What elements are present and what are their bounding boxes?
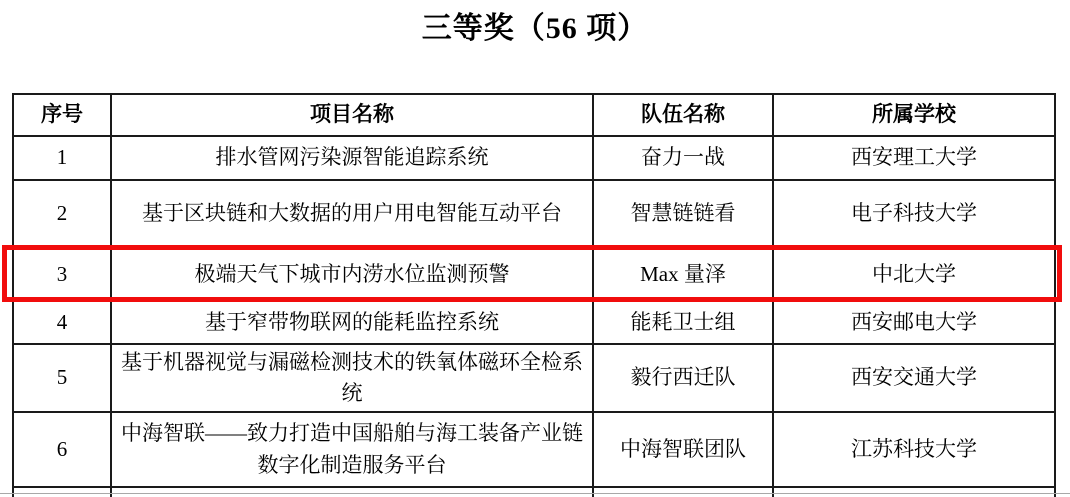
page-bottom-rule [0,493,1070,494]
cell-school: 西安交通大学 [773,344,1055,412]
cell-team: 中海智联团队 [593,412,773,487]
table-row [13,180,1055,248]
cell-project [111,487,593,497]
cell-project: 中海智联——致力打造中国船舶与海工装备产业链数字化制造服务平台 [111,412,593,487]
header-no: 序号 [13,94,111,136]
cell-school: 江苏科技大学 [773,412,1055,487]
cell-team: 能耗卫士组 [593,301,773,344]
header-school: 所属学校 [773,94,1055,136]
cell-project: 基于窄带物联网的能耗监控系统 [111,301,593,344]
cell-project: 基于区块链和大数据的用户用电智能互动平台 [111,180,593,248]
cell-project: 基于机器视觉与漏磁检测技术的铁氧体磁环全检系统 [111,344,593,412]
cell-school [773,487,1055,497]
cell-school: 电子科技大学 [773,180,1055,248]
award-table [12,93,1056,497]
cell-team: 奋力一战 [593,136,773,180]
cell-no: 5 [13,344,111,412]
cell-school: 中北大学 [773,248,1055,301]
table-row [13,301,1055,344]
cell-project: 极端天气下城市内涝水位监测预警 [111,248,593,301]
cell-no: 2 [13,180,111,248]
cell-team: Max 量泽 [593,248,773,301]
cell-team [593,487,773,497]
cell-no [13,487,111,497]
table-row [13,136,1055,180]
table-header-row [13,94,1055,136]
table-row [13,412,1055,487]
cell-team: 毅行西迁队 [593,344,773,412]
cell-no: 3 [13,248,111,301]
cell-team: 智慧链链看 [593,180,773,248]
table-row [13,344,1055,412]
cell-school: 西安理工大学 [773,136,1055,180]
header-project: 项目名称 [111,94,593,136]
header-team: 队伍名称 [593,94,773,136]
cell-no: 4 [13,301,111,344]
cell-no: 6 [13,412,111,487]
cell-project: 排水管网污染源智能追踪系统 [111,136,593,180]
table-row-partial [13,487,1055,497]
cell-no: 1 [13,136,111,180]
cell-school: 西安邮电大学 [773,301,1055,344]
page-title: 三等奖（56 项） [421,12,649,45]
table-row-highlighted [13,248,1055,301]
